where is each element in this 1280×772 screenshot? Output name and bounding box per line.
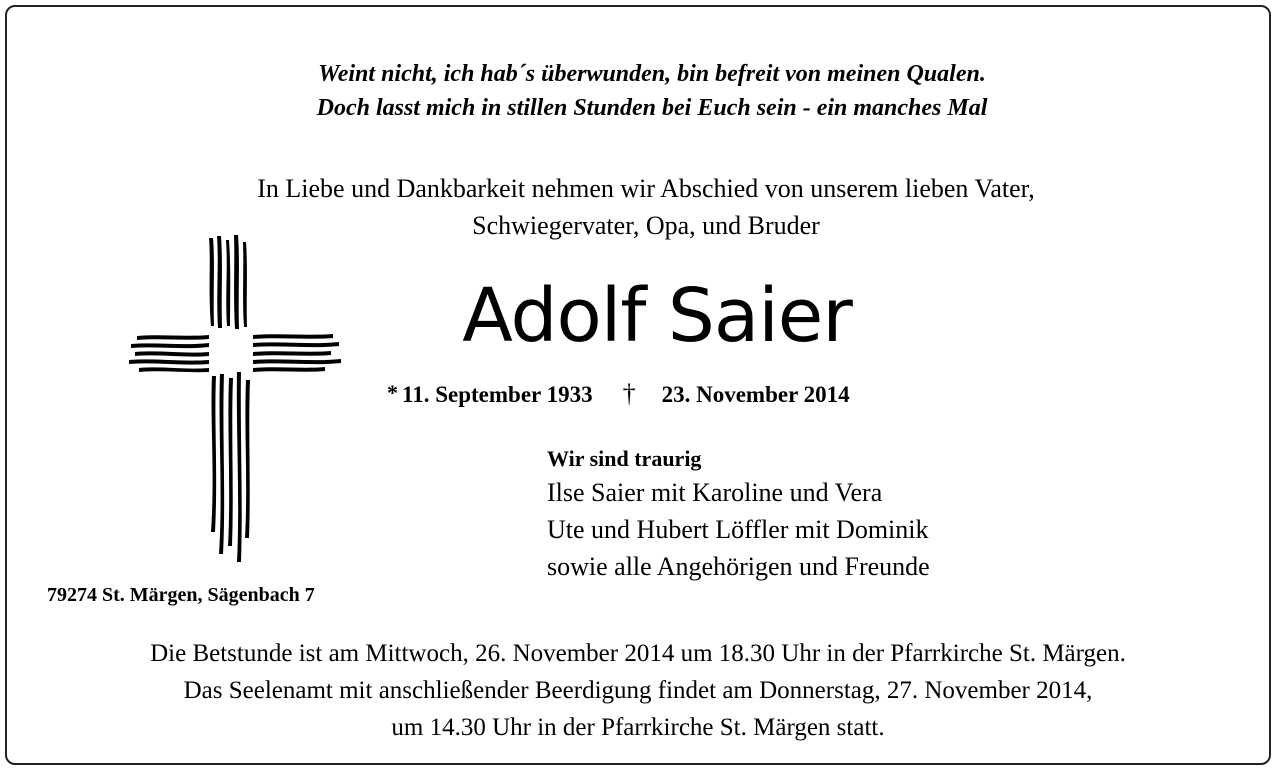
service-line-2: Das Seelenamt mit anschließender Beerdigung findet am Donnerstag, 27. November 2014, bbox=[183, 677, 1093, 704]
family-address: 79274 St. Märgen, Sägenbach 7 bbox=[47, 584, 315, 606]
death-date: 23. November 2014 bbox=[661, 382, 850, 407]
mourners-block bbox=[547, 444, 1207, 585]
intro-line-2: Schwiegervater, Opa, und Bruder bbox=[472, 211, 820, 240]
intro-line-1: In Liebe und Dankbarkeit nehmen wir Abschied von unserem lieben Vater, bbox=[257, 174, 1035, 203]
death-dagger-icon: † bbox=[622, 379, 636, 408]
service-line-1: Die Betstunde ist am Mittwoch, 26. November 2014 um 18.30 Uhr in der Pfarrkirche St. Märgen. bbox=[150, 640, 1126, 667]
obituary-notice bbox=[5, 5, 1271, 765]
birth-date: 11. September 1933 bbox=[402, 382, 593, 407]
birth-symbol: * bbox=[387, 380, 398, 405]
poem-line-2: Doch lasst mich in stillen Stunden bei Euch sein - ein manches Mal bbox=[316, 95, 988, 121]
poem-verse bbox=[7, 57, 1269, 125]
mourners-heading: Wir sind traurig bbox=[547, 446, 702, 471]
service-line-3: um 14.30 Uhr in der Pfarrkirche St. Märgen statt. bbox=[391, 714, 885, 741]
brushstroke-cross-icon bbox=[125, 232, 347, 572]
service-details bbox=[7, 635, 1269, 746]
poem-line-1: Weint nicht, ich hab´s überwunden, bin befreit von meinen Qualen. bbox=[318, 61, 986, 87]
mourner-line: Ilse Saier mit Karoline und Vera bbox=[547, 478, 883, 507]
life-dates bbox=[387, 377, 967, 411]
deceased-name: Adolf Saier bbox=[462, 273, 852, 359]
mourner-line: sowie alle Angehörigen und Freunde bbox=[547, 552, 930, 581]
mourner-line: Ute und Hubert Löffler mit Dominik bbox=[547, 515, 929, 544]
